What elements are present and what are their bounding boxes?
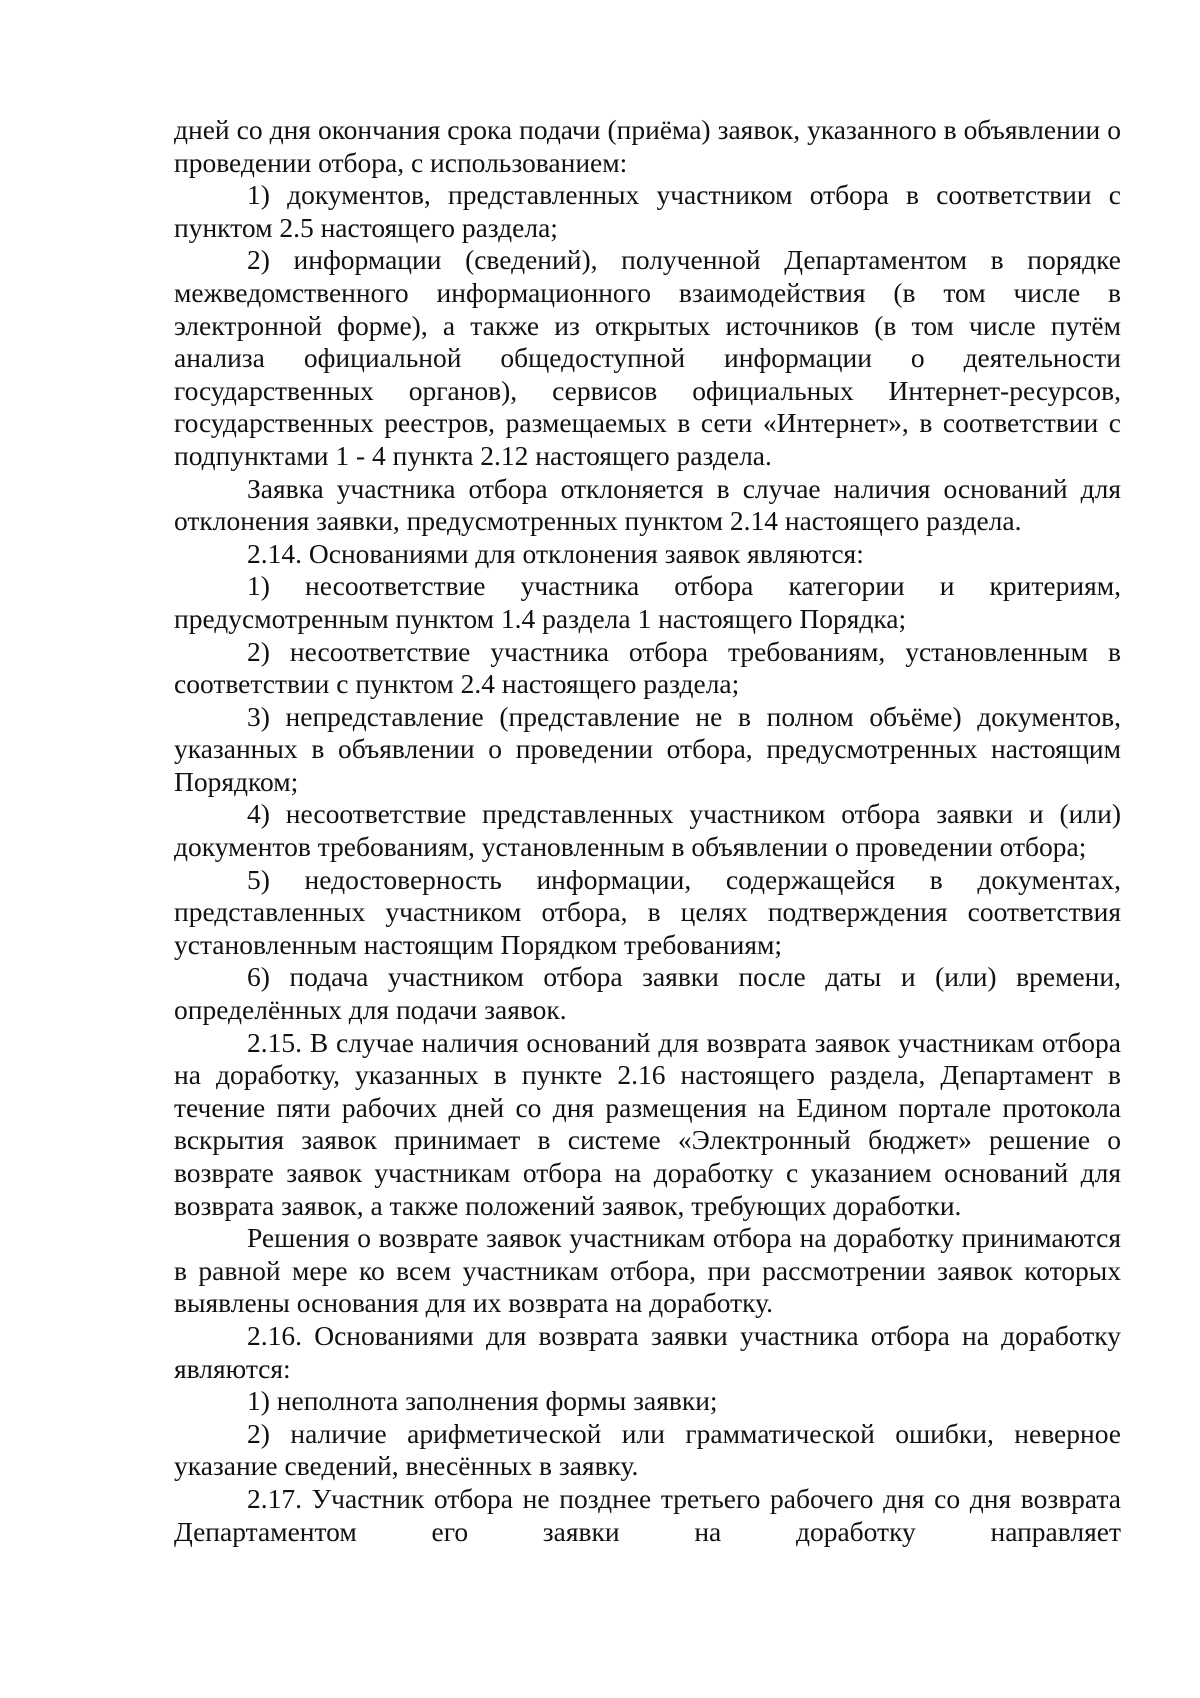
paragraph-application-rejection: Заявка участника отбора отклоняется в случае наличия оснований для отклонения заявки, предусмотренных пунктом 2.14 настоящего раздела. — [174, 472, 1121, 537]
paragraph-2-14-item-3: 3) непредставление (представление не в полном объёме) документов, указанных в объявлении о проведении отбора, предусмотренных настоящим Порядком; — [174, 700, 1121, 797]
paragraph-2-14-item-6: 6) подача участником отбора заявки после даты и (или) времени, определённых для подачи заявок. — [174, 961, 1121, 1026]
paragraph-continuation: дней со дня окончания срока подачи (приёма) заявок, указанного в объявлении о проведении отбора, с использованием: — [174, 114, 1121, 178]
paragraph-2-14-heading: 2.14. Основаниями для отклонения заявок являются: — [247, 537, 864, 569]
paragraph-2-14-item-2: 2) несоответствие участника отбора требованиям, установленным в соответствии с пунктом 2.4 настоящего раздела; — [174, 635, 1121, 700]
paragraph-2-16-item-1: 1) неполнота заполнения формы заявки; — [247, 1385, 718, 1417]
paragraph-2-14-item-4: 4) несоответствие представленных участником отбора заявки и (или) документов требованиям, установленным в объявлении о проведении отбора; — [174, 798, 1121, 863]
paragraph-2-16-heading: 2.16. Основаниями для возврата заявки участника отбора на доработку являются: — [174, 1319, 1121, 1384]
paragraph-item-documents: 1) документов, представленных участником отбора в соответствии с пунктом 2.5 настоящего раздела; — [174, 179, 1121, 243]
paragraph-2-15: 2.15. В случае наличия оснований для возврата заявок участникам отбора на доработку, указанных в пункте 2.16 настоящего раздела, Департамент в течение пяти рабочих дней со дня размещения на Едином портале протокола вскрытия заявок принимает в системе «Электронный бюджет» решение о возврате заявок участникам отбора на доработку с указанием оснований для возврата заявок, а также положений заявок, требующих доработки. — [174, 1026, 1121, 1221]
paragraph-return-decisions: Решения о возврате заявок участникам отбора на доработку принимаются в равной мере ко всем участникам отбора, при рассмотрении заявок которых выявлены основания для их возврата на доработку. — [174, 1222, 1121, 1319]
paragraph-2-14-item-5: 5) недостоверность информации, содержащейся в документах, представленных участником отбора, в целях подтверждения соответствия установленным настоящим Порядком требованиям; — [174, 863, 1121, 960]
document-page — [174, 114, 1121, 1548]
paragraph-2-16-item-2: 2) наличие арифметической или грамматической ошибки, неверное указание сведений, внесённых в заявку. — [174, 1417, 1121, 1482]
paragraph-item-information: 2) информации (сведений), полученной Департаментом в порядке межведомственного информационного взаимодействия (в том числе в электронной форме), а также из открытых источников (в том числе путём анализа официальной общедоступной информации о деятельности государственных органов), сервисов официальных Интернет-ресурсов, государственных реестров, размещаемых в сети «Интернет», в соответствии с подпунктами 1 - 4 пункта 2.12 настоящего раздела. — [174, 244, 1121, 471]
paragraph-2-14-item-1: 1) несоответствие участника отбора категории и критериям, предусмотренным пунктом 1.4 раздела 1 настоящего Порядка; — [174, 570, 1121, 634]
paragraph-2-17: 2.17. Участник отбора не позднее третьего рабочего дня со дня возврата Департаментом его заявки на доработку направляет — [174, 1482, 1121, 1547]
